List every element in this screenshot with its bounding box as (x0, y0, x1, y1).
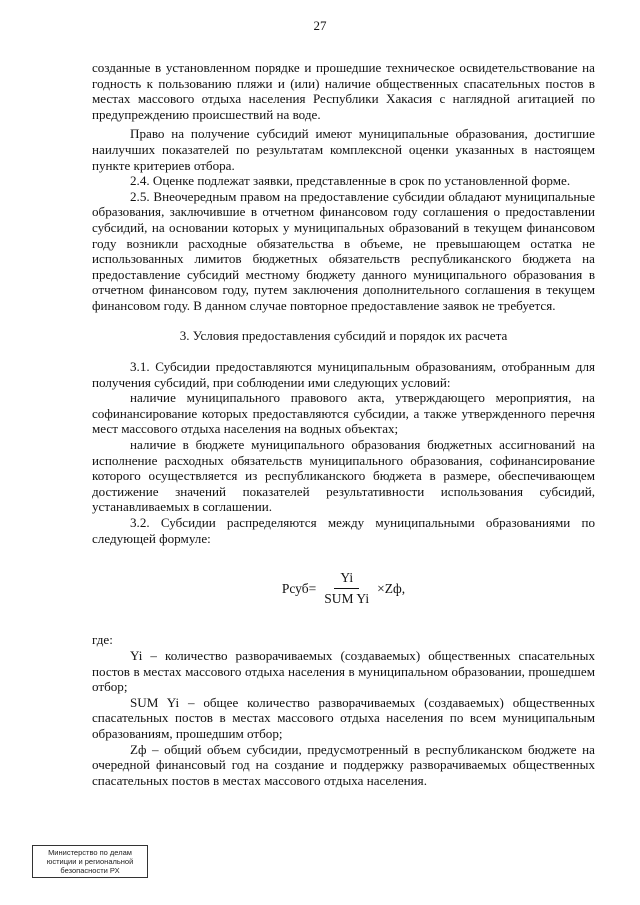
document-body (92, 60, 595, 788)
paragraph: созданные в установленном порядке и прошедшие техническое освидетельствование на годность к пользованию пляжи и (или) наличие общественных спасательных постов в местах массового отдыха населения Республики Хакасия с наглядной агитацией по предупреждению происшествий на воде. (92, 60, 595, 122)
definition: SUM Yi – общее количество разворачиваемых (создаваемых) общественных спасательных постов в местах массового отдыха населения по всем муниципальным образованиям, прошедшим отбор; (92, 694, 595, 741)
paragraph: Право на получение субсидий имеют муниципальные образования, достигшие наилучших показателей по результатам комплексной оценки указанных в настоящем пункте критериев отбора. (92, 126, 595, 173)
paragraph: 3.2. Субсидии распределяются между муниципальными образованиями по следующей формуле: (92, 515, 595, 546)
formula (92, 570, 595, 606)
stamp-line: юстиции и региональной (46, 857, 134, 866)
definition: Zф – общий объем субсидии, предусмотренный в республиканском бюджете на очередной финансовый год на создание и поддержку разворачиваемых общественных спасательных постов в местах массового отдыха населения. (92, 741, 595, 788)
paragraph: 3.1. Субсидии предоставляются муниципальным образованиям, отобранным для получения субсидий, при соблюдении ими следующих условий: (92, 359, 595, 390)
paragraph: наличие в бюджете муниципального образования бюджетных ассигнований на исполнение расходных обязательств муниципального образования, софинансирование которого осуществляется из республиканского бюджета в размере, обеспечивающем достижение значений показателей результативности использования субсидий, устанавливаемых в соглашении. (92, 437, 595, 515)
formula-lhs: Рсуб= (281, 580, 317, 596)
definition: Yi – количество разворачиваемых (создаваемых) общественных спасательных постов в местах массового отдыха населения в муниципальном образовании, прошедшем отбор; (92, 648, 595, 695)
formula-fraction (318, 570, 375, 606)
ministry-stamp (32, 845, 148, 878)
page-number: 27 (313, 18, 327, 33)
formula-denominator: SUM Yi (324, 590, 370, 606)
formula-numerator: Yi (334, 570, 359, 589)
paragraph: наличие муниципального правового акта, утверждающего мероприятия, на софинансирование которых предоставляются субсидии, а также утвержденного перечня мест массового отдыха населения на водных объектах; (92, 390, 595, 437)
stamp-line: безопасности РХ (60, 866, 120, 875)
section-heading: 3. Условия предоставления субсидий и порядок их расчета (179, 327, 508, 343)
paragraph: 2.4. Оценке подлежат заявки, представленные в срок по установленной форме. (130, 173, 571, 189)
paragraph: 2.5. Внеочередным правом на предоставление субсидии обладают муниципальные образования, заключившие в отчетном финансовом году соглашения о предоставлении субсидий, на основании которых у муниципальных образований в текущем финансовом году возникли расходные обязательства в объеме, не превышающем остатка не использованных лимитов бюджетных обязательств республиканского бюджета на предоставление субсидий местному бюджету данного муниципального образования в отчетном финансовом году, путем заключения дополнительного соглашения в текущем финансовом году. В данном случае повторное предоставление заявок не требуется. (92, 188, 595, 313)
where-label: где: (92, 632, 113, 648)
formula-rhs: ×Zф, (377, 580, 406, 596)
stamp-line: Министерство по делам (48, 848, 132, 857)
